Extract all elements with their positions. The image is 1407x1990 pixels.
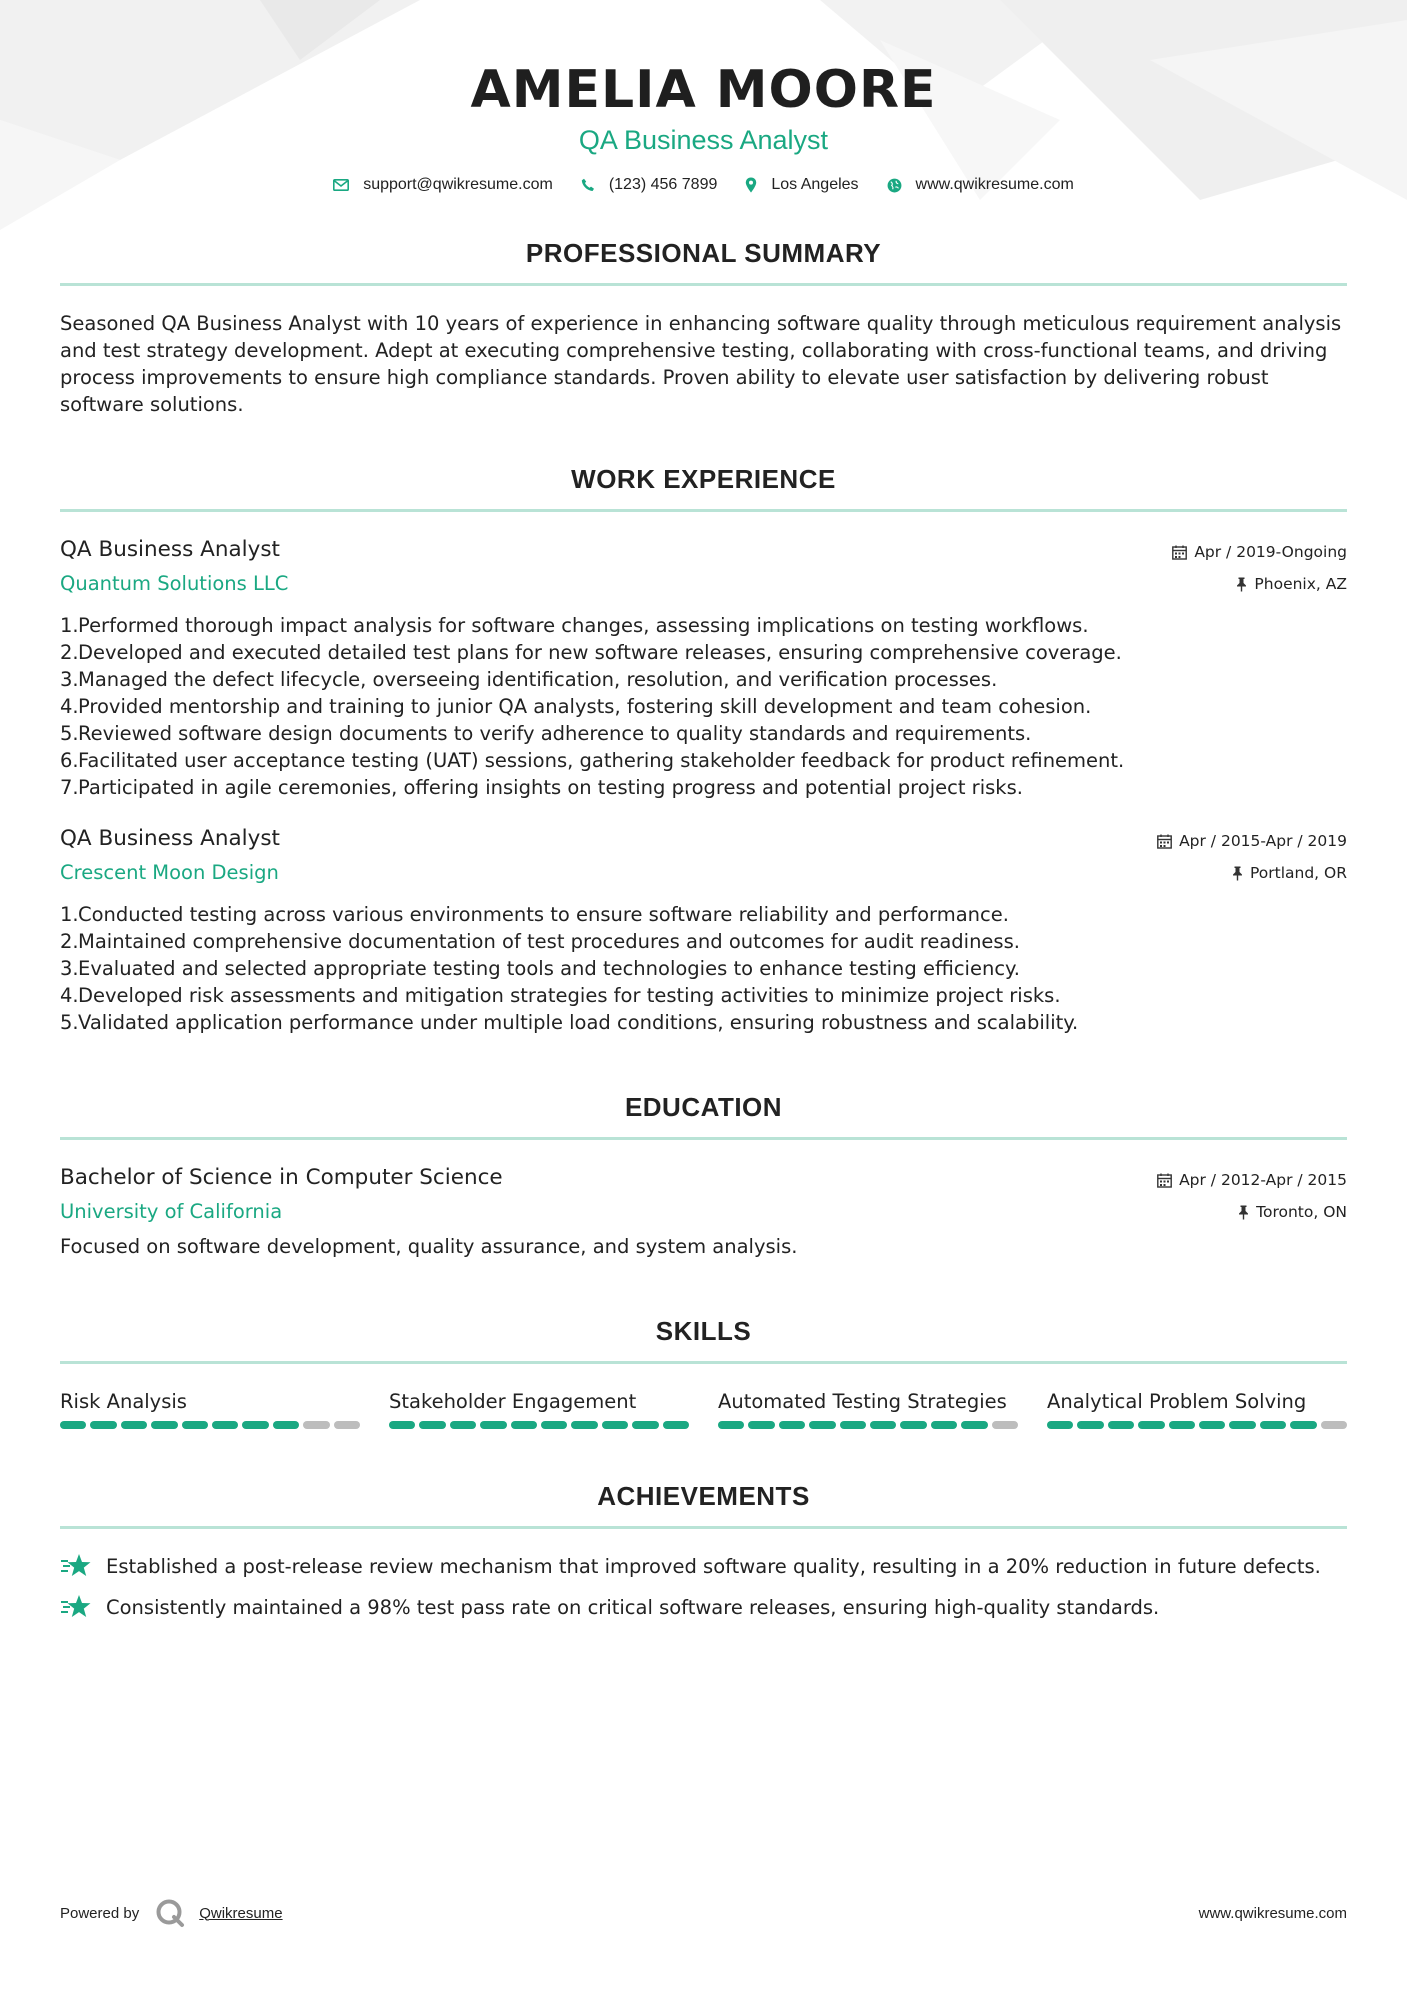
contact-email[interactable] [333, 176, 553, 194]
job-bullet-text: Facilitated user acceptance testing (UAT) sessions, gathering stakeholder feedback for product refinement. [78, 749, 1125, 772]
skill-level-segment [1290, 1421, 1316, 1429]
job-title: QA Business Analyst [60, 537, 280, 562]
skill-level-segment [212, 1421, 238, 1429]
education-location [1157, 1202, 1347, 1222]
job-bullet-text: Maintained comprehensive documentation of test procedures and outcomes for audit readiness. [78, 930, 1020, 953]
resume-header [60, 0, 1347, 194]
skill-level-bar [60, 1421, 360, 1429]
page-footer [60, 1898, 1347, 1928]
calendar-icon [1172, 545, 1187, 560]
skill-name: Analytical Problem Solving [1047, 1390, 1307, 1413]
job-bullet: 5. Validated application performance under multiple load conditions, ensuring robustness and scalability. [60, 1011, 1079, 1034]
skill-level-segment [779, 1421, 805, 1429]
job-date [1172, 542, 1347, 562]
skill-level-segment [541, 1421, 567, 1429]
skill-level-segment [1260, 1421, 1286, 1429]
skill-level-segment [961, 1421, 987, 1429]
skill-level-segment [1321, 1421, 1347, 1429]
contact-bar [60, 176, 1347, 194]
candidate-name: AMELIA MOORE [470, 60, 937, 120]
skill-name: Risk Analysis [60, 1390, 187, 1413]
job-company: Crescent Moon Design [60, 861, 279, 884]
skill-level-bar [718, 1421, 1018, 1429]
job-bullet-text: Participated in agile ceremonies, offering insights on testing progress and potential project risks. [78, 776, 1023, 799]
job-bullet: 6. Facilitated user acceptance testing (UAT) sessions, gathering stakeholder feedback for product refinement. [60, 749, 1125, 772]
skills-section-title: SKILLS [655, 1316, 752, 1346]
skill-level-segment [60, 1421, 86, 1429]
pushpin-icon [1232, 866, 1243, 881]
job-date [1157, 831, 1347, 851]
map-pin-icon [745, 177, 757, 193]
skill-name: Stakeholder Engagement [389, 1390, 637, 1413]
skill-item [389, 1388, 689, 1429]
powered-by-label: Powered by [60, 1904, 140, 1922]
skill-level-segment [632, 1421, 658, 1429]
education-entry [60, 1164, 1347, 1260]
skill-level-segment [840, 1421, 866, 1429]
education-divider [60, 1137, 1347, 1140]
skill-level-segment [121, 1421, 147, 1429]
skill-level-segment [931, 1421, 957, 1429]
contact-website[interactable] [887, 176, 1074, 194]
achievement-text: Consistently maintained a 98% test pass rate on critical software releases, ensuring high-quality standards. [106, 1596, 1160, 1619]
skill-level-segment [151, 1421, 177, 1429]
job-bullet: 1. Performed thorough impact analysis for software changes, assessing implications on testing workflows. [60, 614, 1089, 637]
footer-website[interactable]: www.qwikresume.com [1198, 1904, 1347, 1922]
skill-level-segment [809, 1421, 835, 1429]
achievements-section-title: ACHIEVEMENTS [597, 1481, 810, 1511]
work-section-title: WORK EXPERIENCE [571, 464, 836, 494]
summary-divider [60, 283, 1347, 286]
skill-level-segment [1229, 1421, 1255, 1429]
skill-level-segment [900, 1421, 926, 1429]
job-bullet-text: Developed risk assessments and mitigation strategies for testing activities to minimize project risks. [78, 984, 1061, 1007]
contact-email-text: support@qwikresume.com [363, 176, 553, 193]
job-bullet: 2. Developed and executed detailed test plans for new software releases, ensuring comprehensive coverage. [60, 641, 1122, 664]
education-section-title: EDUCATION [624, 1092, 783, 1122]
job-bullet-text: Evaluated and selected appropriate testing tools and technologies to enhance testing efficiency. [78, 957, 1020, 980]
job-bullet-text: Reviewed software design documents to verify adherence to quality standards and requirements. [78, 722, 1032, 745]
job-bullet-text: Provided mentorship and training to junior QA analysts, fostering skill development and team cohesion. [78, 695, 1092, 718]
achievement-item [60, 1553, 1347, 1580]
job-bullet-text: Validated application performance under multiple load conditions, ensuring robustness and scalability. [78, 1011, 1079, 1034]
job-bullet: 2. Maintained comprehensive documentation of test procedures and outcomes for audit readiness. [60, 930, 1020, 953]
star-icon [60, 1594, 92, 1620]
job-bullet-text: Managed the defect lifecycle, overseeing identification, resolution, and verification processes. [78, 668, 998, 691]
skill-level-segment [303, 1421, 329, 1429]
skills-grid [60, 1388, 1347, 1429]
contact-location-text: Los Angeles [771, 176, 859, 193]
job-location [1157, 863, 1347, 883]
achievement-item [60, 1594, 1347, 1621]
skill-level-segment [1108, 1421, 1134, 1429]
skill-level-segment [419, 1421, 445, 1429]
skill-level-segment [182, 1421, 208, 1429]
job-bullets [60, 901, 1347, 1036]
achievements-list [60, 1553, 1347, 1621]
job-bullet-text: Developed and executed detailed test plans for new software releases, ensuring comprehensive coverage. [78, 641, 1122, 664]
education-location-text: Toronto, ON [1256, 1203, 1347, 1221]
education-description: Focused on software development, quality assurance, and system analysis. [60, 1235, 798, 1258]
skill-level-segment [511, 1421, 537, 1429]
job-company: Quantum Solutions LLC [60, 572, 289, 595]
calendar-icon [1157, 1173, 1172, 1188]
education-date-text: Apr / 2012-Apr / 2015 [1179, 1171, 1347, 1189]
job-location-text: Phoenix, AZ [1254, 575, 1347, 593]
job-bullet: 4. Provided mentorship and training to junior QA analysts, fostering skill development and team cohesion. [60, 695, 1092, 718]
contact-location [745, 176, 858, 194]
job-bullet-text: Performed thorough impact analysis for software changes, assessing implications on testing workflows. [78, 614, 1089, 637]
skill-level-segment [748, 1421, 774, 1429]
phone-icon [581, 178, 595, 192]
skill-level-segment [1138, 1421, 1164, 1429]
skill-item [718, 1388, 1018, 1429]
job-location-text: Portland, OR [1249, 864, 1347, 882]
candidate-role: QA Business Analyst [578, 125, 829, 155]
job-bullets [60, 612, 1347, 801]
achievement-text: Established a post-release review mechanism that improved software quality, resulting in a 20% reduction in future defects. [106, 1555, 1321, 1578]
star-icon [60, 1553, 92, 1579]
job-bullet: 4. Developed risk assessments and mitigation strategies for testing activities to minimize project risks. [60, 984, 1061, 1007]
powered-by [60, 1898, 283, 1928]
globe-icon [887, 178, 902, 193]
job-bullet: 7. Participated in agile ceremonies, offering insights on testing progress and potential project risks. [60, 776, 1023, 799]
skills-divider [60, 1361, 1347, 1364]
achievements-divider [60, 1526, 1347, 1529]
job-bullet: 3. Managed the defect lifecycle, overseeing identification, resolution, and verification processes. [60, 668, 998, 691]
skill-level-segment [718, 1421, 744, 1429]
skill-level-segment [334, 1421, 360, 1429]
contact-phone[interactable] [581, 176, 718, 194]
pushpin-icon [1236, 577, 1247, 592]
skill-level-segment [1199, 1421, 1225, 1429]
skill-level-segment [602, 1421, 628, 1429]
summary-text: Seasoned QA Business Analyst with 10 years of experience in enhancing software quality through meticulous requirement analysis and test strategy development. Adept at executing comprehensive testing, collaborating with cross-functional teams, and driving process improvements to ensure high compliance standards. Proven ability to elevate user satisfaction by delivering robust software solutions. [60, 312, 1342, 416]
skill-level-segment [1169, 1421, 1195, 1429]
summary-section-title: PROFESSIONAL SUMMARY [525, 238, 882, 268]
job-date-text: Apr / 2015-Apr / 2019 [1179, 832, 1347, 850]
job-entry [60, 536, 1347, 801]
job-bullet: 5. Reviewed software design documents to verify adherence to quality standards and requirements. [60, 722, 1032, 745]
qwikresume-logo-icon [155, 1898, 185, 1928]
job-date-text: Apr / 2019-Ongoing [1194, 543, 1347, 561]
degree-title: Bachelor of Science in Computer Science [60, 1165, 503, 1190]
skill-level-segment [450, 1421, 476, 1429]
skill-item [1047, 1388, 1347, 1429]
skill-level-segment [870, 1421, 896, 1429]
skill-level-segment [90, 1421, 116, 1429]
skill-level-bar [389, 1421, 689, 1429]
skill-level-segment [663, 1421, 689, 1429]
skill-level-segment [992, 1421, 1018, 1429]
job-bullet: 3. Evaluated and selected appropriate testing tools and technologies to enhance testing efficiency. [60, 957, 1020, 980]
skill-level-segment [1047, 1421, 1073, 1429]
skill-level-segment [273, 1421, 299, 1429]
job-location [1172, 574, 1347, 594]
envelope-icon [333, 179, 349, 191]
contact-phone-text: (123) 456 7899 [608, 176, 718, 193]
skill-name: Automated Testing Strategies [718, 1390, 1007, 1413]
skill-level-segment [242, 1421, 268, 1429]
skill-level-segment [1077, 1421, 1103, 1429]
job-bullet: 1. Conducted testing across various environments to ensure software reliability and performance. [60, 903, 1009, 926]
work-divider [60, 509, 1347, 512]
education-date [1157, 1170, 1347, 1190]
skill-level-segment [480, 1421, 506, 1429]
skill-level-segment [389, 1421, 415, 1429]
skill-item [60, 1388, 360, 1429]
skill-level-segment [571, 1421, 597, 1429]
contact-website-text: www.qwikresume.com [915, 176, 1074, 193]
job-bullet-text: Conducted testing across various environments to ensure software reliability and performance. [78, 903, 1009, 926]
job-title: QA Business Analyst [60, 826, 280, 851]
skill-level-bar [1047, 1421, 1347, 1429]
pushpin-icon [1238, 1205, 1249, 1220]
job-entry [60, 825, 1347, 1036]
school-name: University of California [60, 1200, 283, 1223]
qwikresume-link[interactable]: Qwikresume [199, 1904, 283, 1922]
calendar-icon [1157, 834, 1172, 849]
